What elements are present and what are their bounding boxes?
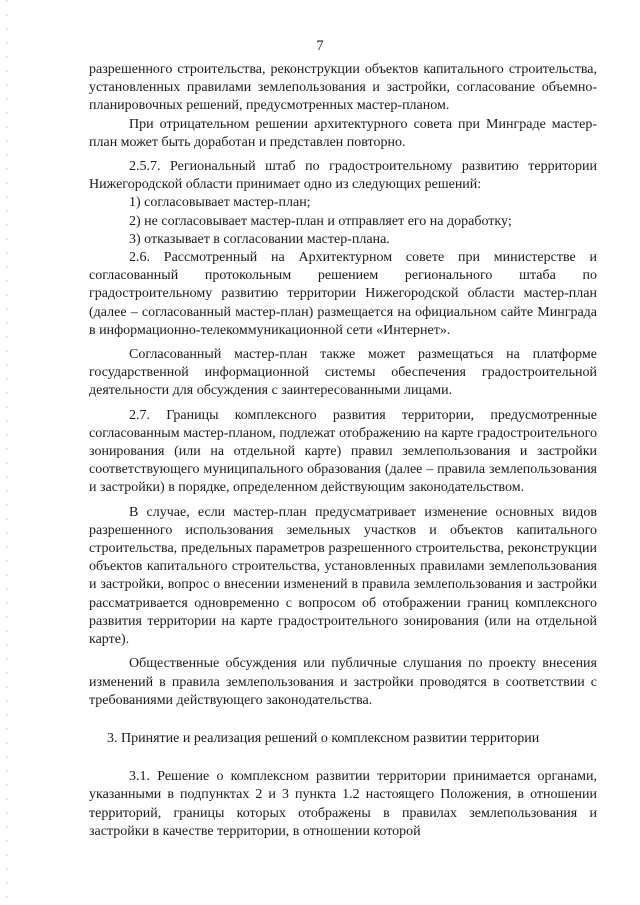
paragraph: В случае, если мастер-план предусматривает изменение основных видов разрешенного использования земельных участков и объектов капитального строительства, предельных параметров разрешенного строительства, реконструкции объектов капитального строительства, установленных правилами землепользования и застройки, вопрос о внесении изменений в правила землепользования и застройки рассматривается одновременно с вопросом об отображении границ комплексного развития территории на карте градостроительного зонирования (или на отдельной карте). bbox=[89, 504, 597, 648]
paragraph: Согласованный мастер-план также может размещаться на платформе государственной информационной системы обеспечения градостроительной деятельности для обсуждения с заинтересованными лицами. bbox=[89, 347, 597, 399]
paragraph: Общественные обсуждения или публичные слушания по проекту внесения изменений в правила землепользования и застройки проводятся в соответствии с требованиями действующего законодательства. bbox=[89, 656, 597, 708]
paragraph: 2.7. Границы комплексного развития территории, предусмотренные согласованным мастер-планом, подлежат отображению на карте градостроительного зонирования (или на отдельной карте) правил землепользования и застройки соответствующего муниципального образования (далее – правила землепользования и застройки) в порядке, определенном действующим законодательством. bbox=[89, 407, 597, 496]
page-number: 7 bbox=[316, 38, 324, 54]
list-item: 3) отказывает в согласовании мастер-плана. bbox=[129, 231, 390, 247]
document-body bbox=[89, 61, 597, 841]
paragraph: 2.6. Рассмотренный на Архитектурном совете при министерстве и согласованный протокольным решением регионального штаба по градостроительному развитию территории Нижегородской области мастер-план (далее – согласованный мастер-план) размещается на официальном сайте Минграда в информационно-телекоммуникационной сети «Интернет». bbox=[89, 250, 597, 338]
paragraph: При отрицательном решении архитектурного совета при Минграде мастер-план может быть доработан и представлен повторно. bbox=[89, 116, 597, 150]
binding-edge bbox=[6, 0, 8, 905]
paragraph: 2.5.7. Региональный штаб по градостроительному развитию территории Нижегородской области принимает одно из следующих решений: bbox=[89, 159, 597, 193]
list-item: 1) согласовывает мастер-план; bbox=[129, 195, 311, 211]
list-item: 2) не согласовывает мастер-план и отправляет его на доработку; bbox=[129, 213, 512, 229]
paragraph: разрешенного строительства, реконструкции объектов капитального строительства, установленных правилами землепользования и застройки, согласование объемно-планировочных решений, предусмотренных мастер-планом. bbox=[89, 62, 597, 114]
paragraph: 3.1. Решение о комплексном развитии территории принимается органами, указанными в подпунктах 2 и 3 пункта 1.2 настоящего Положения, в отношении территорий, границы которых отображены в правилах землепользования и застройки в качестве территории, в отношении которой bbox=[89, 769, 597, 839]
section-heading: 3. Принятие и реализация решений о комплексном развитии территории bbox=[107, 730, 540, 746]
